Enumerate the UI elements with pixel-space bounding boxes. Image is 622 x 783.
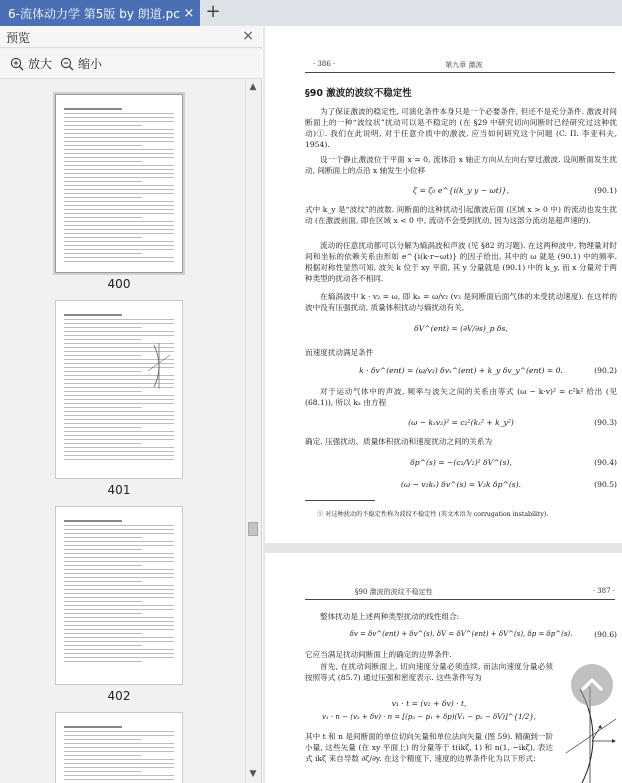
zoom-in-icon (10, 57, 24, 71)
thumbnail-page-number: 401 (107, 483, 131, 497)
paragraph: 流动的任意扰动都可以分解为熵涡波和声波 (见 §82 的习题). 在这两种波中, 物理量对时间和坐标的依赖关系由形如 e^{i(k·r−ωt)} 的因子给出, 其中的 ω 就是 (90.1) 中的频率. 根据对称性显然可知, 波矢 k 位于 xy 平面, 其 y 分量就是 (90.1) 中的 k_y, 而 x 分量对于两种类型的扰动各不相同. (305, 241, 617, 283)
zoom-out-icon (60, 57, 74, 71)
page-thumbnail[interactable] (55, 712, 183, 783)
paragraph: 首先, 在扰动间断面上, 切向速度分量必须连续, 而法向速度分量必须按照等式 (85.7) 通过压强和密度表示. 这些条件写为 (305, 662, 553, 682)
page-thumbnail[interactable] (55, 300, 183, 479)
scroll-up-icon[interactable]: ▲ (249, 82, 257, 92)
paragraph: 其中 t 和 n 是间断面的单位切向矢量和单位法向矢量 (图 59). 精确到一阶小量, 这些矢量 (在 xy 平面上) 的分量等于 t(ikζ, 1) 和 n(1, −ikζ), 表达式 ikζ 来自导数 ∂ζ/∂y. 在这个精度下, 速度的边界条件化为以下形式: (305, 732, 553, 763)
equation-formula: k · δv^(ent) = (ω/v₂) δvₓ^(ent) + k_y δv_y^(ent) = 0. (359, 366, 563, 375)
equation-number: (90.3) (594, 418, 617, 427)
paragraph: 确定. 压强扰动、质量体积扰动和速度扰动之间的关系为 (305, 437, 493, 446)
paragraph: 为了保证激波的稳定性, 可演化条件本身只是一个必要条件, 但还不是充分条件. 激波对间断面上的一种“波纹状”扰动可以是不稳定的 (在 §29 中研究切向间断时已经研究过这种扰动)①. 我们在此说明, 对于任意介质中的激波, 应当如何研究这个问题 (C. П. 李亚科夫, 1954). (305, 107, 617, 149)
new-tab-button[interactable]: + (205, 1, 221, 22)
paragraph: 它应当满足扰动间断面上的确定的边界条件. (305, 650, 452, 659)
equation-number: (90.5) (594, 480, 617, 489)
equation-formula: v₁ · n − (v₂ + δv) · n = [(p₂ − p₁ + δp)(V₁ − p₂ − δV)]^{1/2}, (321, 713, 537, 721)
equation-number: (90.6) (594, 630, 617, 639)
panel-close-icon[interactable]: × (242, 28, 254, 44)
tab-close-icon[interactable]: × (183, 5, 195, 21)
zoom-in-label: 放大 (28, 57, 53, 71)
equation (305, 186, 617, 198)
equation-number: (90.2) (594, 366, 617, 375)
equation-formula: δv = δv^(ent) + δv^(s), δV = δV^(ent) + δV^(s), δp = δp^(s). (349, 630, 573, 638)
paragraph: 式中 k_y 是“波纹”的波数. 间断面的这种扰动引起激波后面 (区域 x > 0 中) 的流动也发生扰动 (在激波前面, 即在区域 x < 0 中, 流动不会受到扰动, 因为这部分流动是超声速的). (305, 205, 617, 225)
paragraph: 而速度扰动满足条件 (305, 348, 374, 357)
equation (305, 366, 617, 378)
thumbnail-page-number: 402 (107, 689, 131, 703)
equation (305, 699, 553, 711)
panel-title: 预览 (6, 31, 31, 45)
equation (305, 458, 617, 470)
page-number: · 387 · (592, 587, 615, 595)
scrollbar-thumb[interactable] (248, 522, 258, 536)
equation-formula: ζ = ζ₀ e^{i(k_y y − ωt)}, (413, 186, 509, 195)
zoom-in-button[interactable] (10, 55, 52, 72)
equation-formula: δV^(ent) = (∂V/∂s)_p δs, (414, 324, 508, 333)
paragraph: 对于运动气体中的声波, 频率与波矢之间的关系由等式 (ω − k·v)² = c²k² 给出 (见 (68.1)), 所以 kₓ 由方程 (305, 387, 617, 407)
page-number: · 386 · (313, 60, 336, 68)
zoom-toolbar (0, 49, 262, 79)
equation (305, 630, 617, 642)
section-title: §90 激波的波纹不稳定性 (305, 88, 412, 99)
equation-formula: (ω − kₓv₂)² = c₂²(kₓ² + k_y²) (408, 418, 514, 427)
document-tab[interactable] (0, 0, 200, 26)
chevron-up-icon (571, 664, 613, 706)
thumbnail-page-number: 400 (107, 277, 131, 291)
page-thumbnail[interactable] (55, 506, 183, 685)
back-to-top-button[interactable] (571, 664, 613, 706)
zoom-out-button[interactable] (60, 55, 102, 72)
equation-number: (90.4) (594, 458, 617, 467)
document-view[interactable] (263, 26, 622, 783)
equation-formula: v₁ · t = (v₂ + δv) · t, (391, 699, 467, 708)
equation (305, 480, 617, 492)
footnote: ① 对这种扰动的不稳定性称为波纹不稳定性 (英文术语为 corrugation instability). (317, 511, 549, 518)
equation (305, 324, 617, 336)
equation-formula: δp^(s) = −(c₂/V₂)² δV^(s), (410, 458, 512, 467)
page-header (313, 60, 613, 70)
paragraph: 设一个静止激波位于平面 x = 0, 流体沿 x 轴正方向从左向右穿过激波. 设间断面发生扰动, 间断面上的点沿 x 轴发生小位移 (305, 155, 617, 175)
equation-formula: (ω − v₂kₓ) δv^(s) = V₂k δp^(s). (400, 480, 522, 489)
equation (305, 713, 553, 725)
thumbnail-list (0, 80, 245, 783)
thumbnail-scrollbar[interactable] (245, 80, 259, 783)
preview-panel (0, 26, 262, 783)
figure-thumbnail-icon (146, 341, 172, 391)
document-page (265, 553, 622, 783)
paragraph: 整体扰动是上述两种类型扰动的线性组合: (320, 612, 460, 621)
paragraph: 在熵涡波中 k · v₂ = ω, 即 kₓ = ω/v₂ (v₂ 是间断面后面气体的未受扰动速度). 在这样的波中没有压强扰动, 质量体积扰动与熵扰动有关, (305, 292, 617, 312)
page-header (355, 587, 615, 597)
tab-title: 6-流体动力学 第5版 by 朗道.pc (8, 6, 180, 21)
equation (305, 418, 617, 430)
page-thumbnail[interactable] (55, 94, 183, 273)
chapter-title: 第九章 激波 (445, 61, 483, 69)
equation-number: (90.1) (594, 186, 617, 195)
tab-bar (0, 0, 622, 26)
section-header: §90 激波的波纹不稳定性 (355, 588, 433, 596)
zoom-out-label: 缩小 (78, 57, 103, 71)
panel-header (0, 26, 262, 48)
document-page (265, 26, 622, 543)
scroll-down-icon[interactable]: ▼ (249, 769, 257, 779)
